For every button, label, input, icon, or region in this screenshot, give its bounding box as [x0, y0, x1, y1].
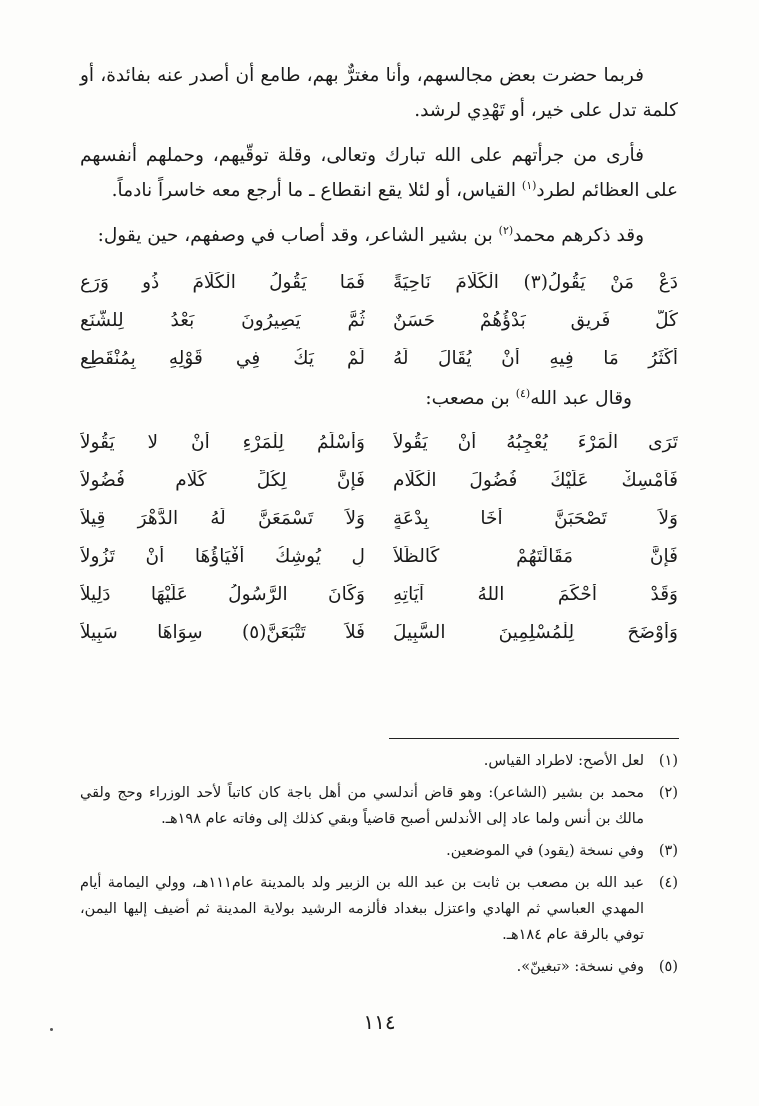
verse-row — [80, 537, 678, 575]
verse-second-hemistich: لَمْ يَكُ فِي قَوْلِهِ بِمُنْقَطِعِ — [80, 347, 365, 369]
verse-first-hemistich: كُلُّ فَرِيقٍ بَدْؤُهُمْ حَسَنٌ — [393, 309, 678, 331]
verse-first-hemistich: وَقَدْ أَحْكَمَ اللهُ آيَاتِهِ — [393, 583, 678, 605]
footnote — [80, 954, 678, 980]
verse-first-hemistich: وَلاَ تَصْحَبَنَّ أَخَا بِدْعَةٍ — [393, 507, 678, 529]
footnote — [80, 870, 678, 948]
verse-row — [80, 301, 678, 339]
footnote-number: (٢) — [658, 785, 678, 801]
verse-second-hemistich: وَأَسْلَمُ لِلْمَرْءِ أَنْ لا يَقُولاَ — [80, 431, 365, 453]
poem-2-intro — [80, 383, 678, 415]
paragraph-3 — [80, 218, 678, 253]
footnote-text: عبد الله بن مصعب بن ثابت بن عبد الله بن الزبير ولد بالمدينة عام١١١هـ، وولي اليمامة أيام المهدي العباسي ثم الهادي واعتزل ببغداد فألزمه الرشيد بولاية المدينة ثم أضيف إليها اليمن، توفي بالرقة عام ١٨٤هـ. — [80, 875, 644, 943]
footnotes — [80, 748, 678, 986]
verse-second-hemistich: لِ يُوشِكُ أَفْيَاؤُهَا أَنْ تَزُولاَ — [80, 545, 365, 567]
paragraph-2 — [80, 138, 678, 208]
paragraph-3-text-a: وقد ذكرهم محمد — [513, 225, 644, 246]
verse-second-hemistich: فَمَا يَقُولُ الْكَلَامَ ذُو وَرَعِ — [80, 271, 365, 293]
footnote-text: وفي نسخة: «تبغينّ». — [516, 959, 644, 975]
verse-row — [80, 339, 678, 377]
footnote-separator — [389, 738, 679, 739]
verse-second-hemistich: فَإِنَّ لِكُلِّ كَلَامٍ فُضُولاَ — [80, 469, 365, 491]
verse-row — [80, 613, 678, 651]
footnote-number: (٤) — [658, 875, 678, 891]
verse-row — [80, 461, 678, 499]
footnote-number: (٣) — [658, 843, 678, 859]
verse-second-hemistich: وَكَانَ الرَّسُولُ عَلَيْهَا دَلِيلاَ — [80, 583, 365, 605]
poem-2-intro-text-a: وقال عبد الله — [530, 388, 632, 409]
page-body — [80, 58, 678, 657]
verse-second-hemistich: ثُمَّ يَصِيرُونَ بَعْدُ لِلشُّنَعِ — [80, 309, 365, 331]
footnote — [80, 780, 678, 832]
verse-row — [80, 263, 678, 301]
footnote — [80, 838, 678, 864]
footnote — [80, 748, 678, 774]
footnote-ref-4[interactable]: (٤) — [515, 386, 531, 400]
verse-row — [80, 499, 678, 537]
footnote-text: وفي نسخة (يقود) في الموضعين. — [446, 843, 644, 859]
paragraph-2-text-a: فأرى من جرأتهم على الله تبارك وتعالى، وقلة توقّيهم، وحملهم أنفسهم على العظائم لطرد — [80, 145, 678, 201]
footnote-text: محمد بن بشير (الشاعر): وهو قاض أندلسي من أهل باجة كان كاتباً لأحد الوزراء وحج ولقي مالك بن أنس ولما عاد إلى الأندلس أصبح قاضياً وبقي كذلك إلى وفاته عام ١٩٨هـ. — [80, 785, 644, 827]
footnote-text: لعل الأصح: لاطراد القياس. — [483, 753, 644, 769]
poem-2-intro-text-b: بن مصعب: — [425, 388, 516, 409]
footnote-ref-1[interactable]: (١) — [521, 178, 537, 192]
verse-row — [80, 575, 678, 613]
page-number: ١١٤ — [363, 1010, 396, 1034]
paragraph-2-text-b: القياس، أو لئلا يقع انقطاع ـ ما أرجع معه خاسراً نادماً. — [111, 180, 522, 201]
poem-1 — [80, 263, 678, 377]
verse-first-hemistich: فَإِنَّ مَقَالَتَهُمْ كَالظِّلاَ — [393, 545, 678, 567]
verse-first-hemistich: تَرَى الْمَرْءَ يُعْجِبُهُ أَنْ يَقُولاَ — [393, 431, 678, 453]
verse-first-hemistich: دَعْ مَنْ يَقُولُ(٣) الْكَلَامَ نَاحِيَةً — [393, 271, 678, 293]
verse-second-hemistich: وَلاَ تَسْمَعَنَّ لَهُ الدَّهْرَ قِيلاَ — [80, 507, 365, 529]
poem-2 — [80, 423, 678, 651]
footnote-number: (١) — [658, 753, 678, 769]
paragraph-1: فربما حضرت بعض مجالسهم، وأنا مغترٌّ بهم، طامع أن أصدر عنه بفائدة، أو كلمة تدل على خير، أو تَهْدِي لرشد. — [80, 65, 678, 121]
footnote-number: (٥) — [658, 959, 678, 975]
verse-row — [80, 423, 678, 461]
footnote-ref-2[interactable]: (٢) — [498, 223, 514, 237]
verse-first-hemistich: وَأَوْضَحَ لِلْمُسْلِمِينَ السَّبِيلَ — [393, 621, 678, 643]
verse-first-hemistich: أَكْثَرُ مَا فِيهِ أَنْ يُقَالَ لَهُ — [393, 347, 678, 369]
verse-first-hemistich: فَأَمْسِكْ عَلَيْكَ فُضُولَ الْكَلَامِ — [393, 469, 678, 491]
verse-second-hemistich: فَلاَ تَتْبَعَنَّ(٥) سِوَاهَا سَبِيلاَ — [80, 621, 365, 643]
margin-dot — [50, 1028, 53, 1031]
paragraph-3-text-b: بن بشير الشاعر، وقد أصاب في وصفهم، حين يقول: — [97, 225, 499, 246]
